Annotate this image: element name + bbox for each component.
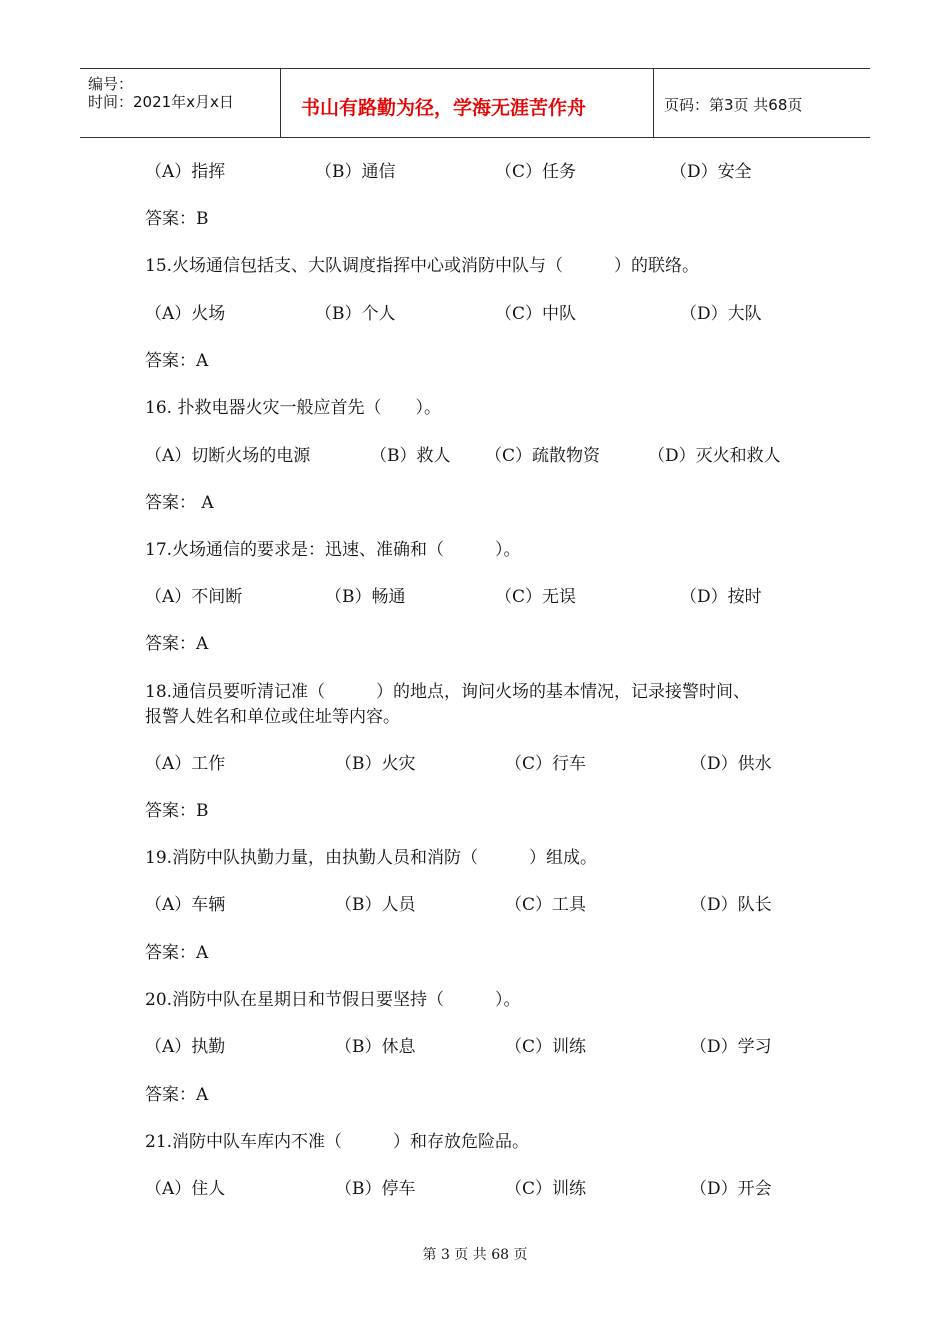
question-text: 20.消防中队在星期日和节假日要坚持（ ）。 <box>145 990 521 1010</box>
option-a: （A）切断火场的电源 <box>145 446 311 466</box>
answer-text: 答案：A <box>145 1085 209 1105</box>
option-b: （B）火灾 <box>335 754 416 774</box>
question-text: 15.火场通信包括支、大队调度指挥中心或消防中队与（ ）的联络。 <box>145 256 700 276</box>
option-d: （D）开会 <box>690 1179 772 1199</box>
option-b: （B）个人 <box>315 304 396 324</box>
header-meta-cell <box>80 69 281 137</box>
header-page-cell <box>654 69 870 137</box>
option-c: （C）无误 <box>495 587 577 607</box>
option-d: （D）大队 <box>680 304 762 324</box>
option-b: （B）畅通 <box>325 587 406 607</box>
option-c: （C）中队 <box>495 304 577 324</box>
options-row <box>145 1035 865 1059</box>
question-text: 17.火场通信的要求是：迅速、准确和（ ）。 <box>145 540 521 560</box>
option-b: （B）人员 <box>335 895 416 915</box>
page-footer: 第 3 页 共 68 页 <box>422 1247 528 1263</box>
options-row <box>145 585 865 609</box>
option-a: （A）车辆 <box>145 895 226 915</box>
answer-text: 答案：A <box>145 943 209 963</box>
option-a: （A）工作 <box>145 754 226 774</box>
answer-text: 答案：B <box>145 801 209 821</box>
option-a: （A）指挥 <box>145 162 226 182</box>
option-c: （C）训练 <box>505 1179 587 1199</box>
options-row <box>145 302 865 326</box>
option-b: （B）通信 <box>315 162 396 182</box>
option-a: （A）执勤 <box>145 1037 226 1057</box>
option-d: （D）学习 <box>690 1037 772 1057</box>
option-d: （D）供水 <box>690 754 772 774</box>
answer-text: 答案：A <box>145 351 209 371</box>
answer-text: 答案：A <box>145 634 209 654</box>
option-d: （D）队长 <box>690 895 772 915</box>
answer-text: 答案： A <box>145 493 214 513</box>
header-motto-cell <box>281 69 654 137</box>
option-a: （A）不间断 <box>145 587 243 607</box>
options-row <box>145 160 865 184</box>
options-row <box>145 752 865 776</box>
option-b: （B）休息 <box>335 1037 416 1057</box>
number-label: 编号： <box>88 75 134 93</box>
answer-text: 答案：B <box>145 209 209 229</box>
question-text: 19.消防中队执勤力量，由执勤人员和消防（ ）组成。 <box>145 848 598 868</box>
option-d: （D）按时 <box>680 587 762 607</box>
option-a: （A）火场 <box>145 304 226 324</box>
option-a: （A）住人 <box>145 1179 226 1199</box>
option-c: （C）行车 <box>505 754 587 774</box>
options-row <box>145 1177 865 1201</box>
question-text-cont: 报警人姓名和单位或住址等内容。 <box>145 707 400 727</box>
option-c: （C）工具 <box>505 895 587 915</box>
page-header <box>80 68 870 138</box>
question-text: 18.通信员要听清记准（ ）的地点，询问火场的基本情况，记录接警时间、 <box>145 682 751 702</box>
options-row <box>145 893 865 917</box>
question-text: 16. 扑救电器火灾一般应首先（ ）。 <box>145 398 441 418</box>
option-c: （C）训练 <box>505 1037 587 1057</box>
page-info: 页码：第3页 共68页 <box>664 96 803 114</box>
option-c: （C）任务 <box>495 162 577 182</box>
option-b: （B）救人 <box>370 446 451 466</box>
option-d: （D）灭火和救人 <box>648 446 781 466</box>
option-b: （B）停车 <box>335 1179 416 1199</box>
time-label: 时间：2021年x月x日 <box>88 93 234 111</box>
options-row <box>145 444 865 468</box>
option-c: （C）疏散物资 <box>485 446 601 466</box>
motto-text: 书山有路勤为径，学海无涯苦作舟 <box>301 97 587 119</box>
question-text: 21.消防中队车库内不准（ ）和存放危险品。 <box>145 1132 530 1152</box>
option-d: （D）安全 <box>670 162 752 182</box>
